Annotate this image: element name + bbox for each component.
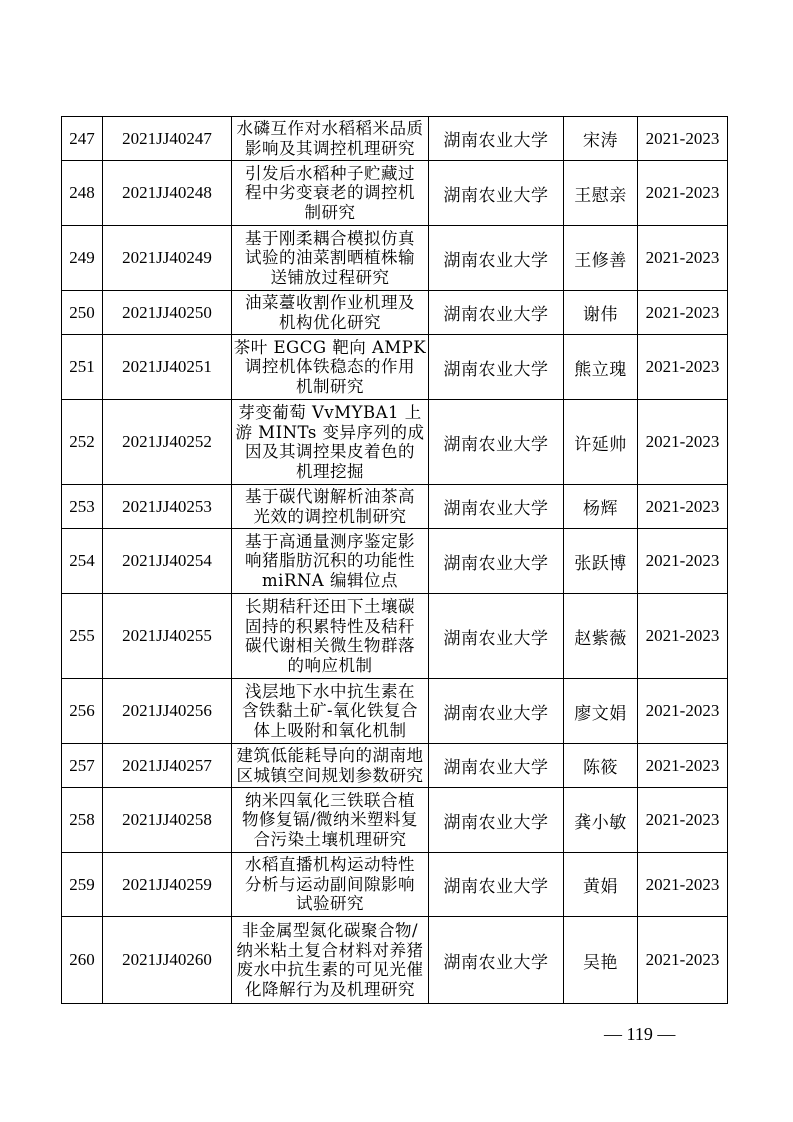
cell-leader-name: 杨辉 — [564, 485, 638, 529]
table-row — [62, 744, 728, 788]
title-line: 程中劣变衰老的调控机 — [245, 183, 415, 203]
cell-number: 247 — [62, 117, 103, 161]
cell-leader-name: 王慰亲 — [564, 161, 638, 226]
cell-number: 258 — [62, 788, 103, 853]
cell-period: 2021-2023 — [638, 788, 728, 853]
cell-project-id: 2021JJ40260 — [103, 917, 232, 1004]
cell-period: 2021-2023 — [638, 917, 728, 1004]
title-line: 的响应机制 — [287, 655, 373, 675]
cell-project-title — [232, 117, 429, 161]
title-line: 光效的调控机制研究 — [253, 506, 407, 526]
table-row — [62, 485, 728, 529]
table-row — [62, 400, 728, 485]
title-line: 机理挖掘 — [296, 461, 364, 481]
cell-project-title — [232, 529, 429, 594]
title-line: 浅层地下水中抗生素在 — [245, 681, 415, 701]
cell-project-title — [232, 594, 429, 679]
title-line: 废水中抗生素的可见光催 — [236, 960, 424, 979]
cell-leader-name: 陈筱 — [564, 744, 638, 788]
title-line: 引发后水稻种子贮藏过 — [245, 163, 415, 183]
table-row — [62, 788, 728, 853]
cell-project-title — [232, 161, 429, 226]
cell-leader-name: 王修善 — [564, 226, 638, 291]
title-line: 游 MINTs 变异序列的成 — [235, 422, 425, 442]
cell-project-id: 2021JJ40258 — [103, 788, 232, 853]
cell-project-id: 2021JJ40259 — [103, 853, 232, 917]
cell-period: 2021-2023 — [638, 117, 728, 161]
cell-project-id: 2021JJ40250 — [103, 291, 232, 335]
cell-institution: 湖南农业大学 — [429, 291, 564, 335]
cell-leader-name: 宋涛 — [564, 117, 638, 161]
cell-number: 255 — [62, 594, 103, 679]
cell-project-id: 2021JJ40257 — [103, 744, 232, 788]
title-line: 因及其调控果皮着色的 — [245, 442, 415, 461]
table-row — [62, 161, 728, 226]
cell-institution: 湖南农业大学 — [429, 917, 564, 1004]
title-line: miRNA 编辑位点 — [262, 570, 398, 590]
title-line: 基于高通量测序鉴定影 — [245, 531, 415, 551]
title-line: 制研究 — [304, 202, 356, 222]
cell-period: 2021-2023 — [638, 594, 728, 679]
title-line: 物修复镉/微纳米塑料复 — [241, 810, 419, 830]
cell-period: 2021-2023 — [638, 485, 728, 529]
cell-institution: 湖南农业大学 — [429, 594, 564, 679]
cell-project-id: 2021JJ40252 — [103, 400, 232, 485]
cell-project-title — [232, 226, 429, 291]
cell-period: 2021-2023 — [638, 744, 728, 788]
cell-period: 2021-2023 — [638, 529, 728, 594]
cell-project-id: 2021JJ40249 — [103, 226, 232, 291]
cell-institution: 湖南农业大学 — [429, 679, 564, 744]
title-line: 试验研究 — [296, 894, 364, 914]
cell-period: 2021-2023 — [638, 291, 728, 335]
cell-leader-name: 张跃博 — [564, 529, 638, 594]
cell-number: 253 — [62, 485, 103, 529]
table-row — [62, 679, 728, 744]
cell-number: 249 — [62, 226, 103, 291]
title-line: 调控机体铁稳态的作用 — [245, 357, 415, 377]
cell-number: 260 — [62, 917, 103, 1004]
cell-number: 254 — [62, 529, 103, 594]
cell-institution: 湖南农业大学 — [429, 529, 564, 594]
title-line: 送铺放过程研究 — [270, 267, 390, 287]
cell-period: 2021-2023 — [638, 679, 728, 744]
cell-leader-name: 熊立瑰 — [564, 335, 638, 400]
title-line: 非金属型氮化碳聚合物/ — [241, 921, 419, 940]
cell-leader-name: 赵紫薇 — [564, 594, 638, 679]
cell-institution: 湖南农业大学 — [429, 788, 564, 853]
cell-project-id: 2021JJ40247 — [103, 117, 232, 161]
cell-project-id: 2021JJ40251 — [103, 335, 232, 400]
cell-project-id: 2021JJ40248 — [103, 161, 232, 226]
cell-project-title — [232, 744, 429, 788]
cell-period: 2021-2023 — [638, 335, 728, 400]
cell-institution: 湖南农业大学 — [429, 744, 564, 788]
table-row — [62, 291, 728, 335]
project-table — [61, 116, 728, 1004]
title-line: 芽变葡萄 VvMYBA1 上 — [238, 403, 422, 422]
title-line: 合污染土壤机理研究 — [253, 829, 407, 849]
cell-project-id: 2021JJ40256 — [103, 679, 232, 744]
title-line: 区城镇空间规划参数研究 — [236, 765, 424, 785]
cell-project-title — [232, 917, 429, 1004]
page-number: — 119 — — [604, 1024, 676, 1044]
cell-institution: 湖南农业大学 — [429, 226, 564, 291]
cell-number: 248 — [62, 161, 103, 226]
cell-leader-name: 龚小敏 — [564, 788, 638, 853]
cell-project-id: 2021JJ40253 — [103, 485, 232, 529]
cell-institution: 湖南农业大学 — [429, 400, 564, 485]
title-line: 纳米粘土复合材料对养猪 — [236, 940, 424, 960]
title-line: 碳代谢相关微生物群落 — [245, 636, 415, 655]
title-line: 基于刚柔耦合模拟仿真 — [245, 228, 415, 248]
cell-institution: 湖南农业大学 — [429, 161, 564, 226]
cell-institution: 湖南农业大学 — [429, 335, 564, 400]
table-row — [62, 529, 728, 594]
title-line: 分析与运动副间隙影响 — [245, 874, 415, 894]
title-line: 体上吸附和氧化机制 — [253, 720, 407, 740]
title-line: 含铁黏土矿-氧化铁复合 — [241, 701, 419, 721]
title-line: 水磷互作对水稻稻米品质 — [236, 119, 424, 138]
cell-institution: 湖南农业大学 — [429, 853, 564, 917]
cell-institution: 湖南农业大学 — [429, 117, 564, 161]
cell-leader-name: 廖文娟 — [564, 679, 638, 744]
cell-leader-name: 谢伟 — [564, 291, 638, 335]
title-line: 机构优化研究 — [279, 312, 381, 332]
cell-number: 251 — [62, 335, 103, 400]
cell-period: 2021-2023 — [638, 226, 728, 291]
cell-period: 2021-2023 — [638, 161, 728, 226]
project-table-body — [62, 117, 728, 1004]
cell-period: 2021-2023 — [638, 853, 728, 917]
title-line: 茶叶 EGCG 靶向 AMPK — [233, 337, 427, 357]
title-line: 基于碳代谢解析油茶高 — [245, 487, 415, 506]
table-row — [62, 226, 728, 291]
cell-project-title — [232, 485, 429, 529]
title-line: 试验的油菜割晒植株输 — [245, 248, 415, 268]
cell-number: 256 — [62, 679, 103, 744]
table-row — [62, 917, 728, 1004]
title-line: 建筑低能耗导向的湖南地 — [236, 746, 424, 765]
cell-number: 257 — [62, 744, 103, 788]
cell-leader-name: 黄娟 — [564, 853, 638, 917]
table-row — [62, 335, 728, 400]
cell-project-title — [232, 788, 429, 853]
title-line: 影响及其调控机理研究 — [245, 138, 415, 158]
table-row — [62, 594, 728, 679]
cell-number: 259 — [62, 853, 103, 917]
cell-leader-name: 许延帅 — [564, 400, 638, 485]
title-line: 水稻直播机构运动特性 — [245, 855, 415, 875]
cell-leader-name: 吴艳 — [564, 917, 638, 1004]
cell-number: 250 — [62, 291, 103, 335]
title-line: 油菜薹收割作业机理及 — [245, 293, 415, 312]
cell-number: 252 — [62, 400, 103, 485]
title-line: 化降解行为及机理研究 — [245, 979, 415, 999]
table-row — [62, 117, 728, 161]
cell-project-title — [232, 335, 429, 400]
cell-project-id: 2021JJ40255 — [103, 594, 232, 679]
cell-project-title — [232, 853, 429, 917]
cell-project-id: 2021JJ40254 — [103, 529, 232, 594]
title-line: 响猪脂肪沉积的功能性 — [245, 551, 415, 571]
cell-institution: 湖南农业大学 — [429, 485, 564, 529]
title-line: 纳米四氧化三铁联合植 — [245, 790, 415, 810]
title-line: 长期秸秆还田下土壤碳 — [245, 597, 415, 616]
cell-project-title — [232, 679, 429, 744]
cell-period: 2021-2023 — [638, 400, 728, 485]
table-row — [62, 853, 728, 917]
title-line: 固持的积累特性及秸秆 — [245, 616, 415, 636]
title-line: 机制研究 — [296, 376, 364, 396]
cell-project-title — [232, 291, 429, 335]
cell-project-title — [232, 400, 429, 485]
